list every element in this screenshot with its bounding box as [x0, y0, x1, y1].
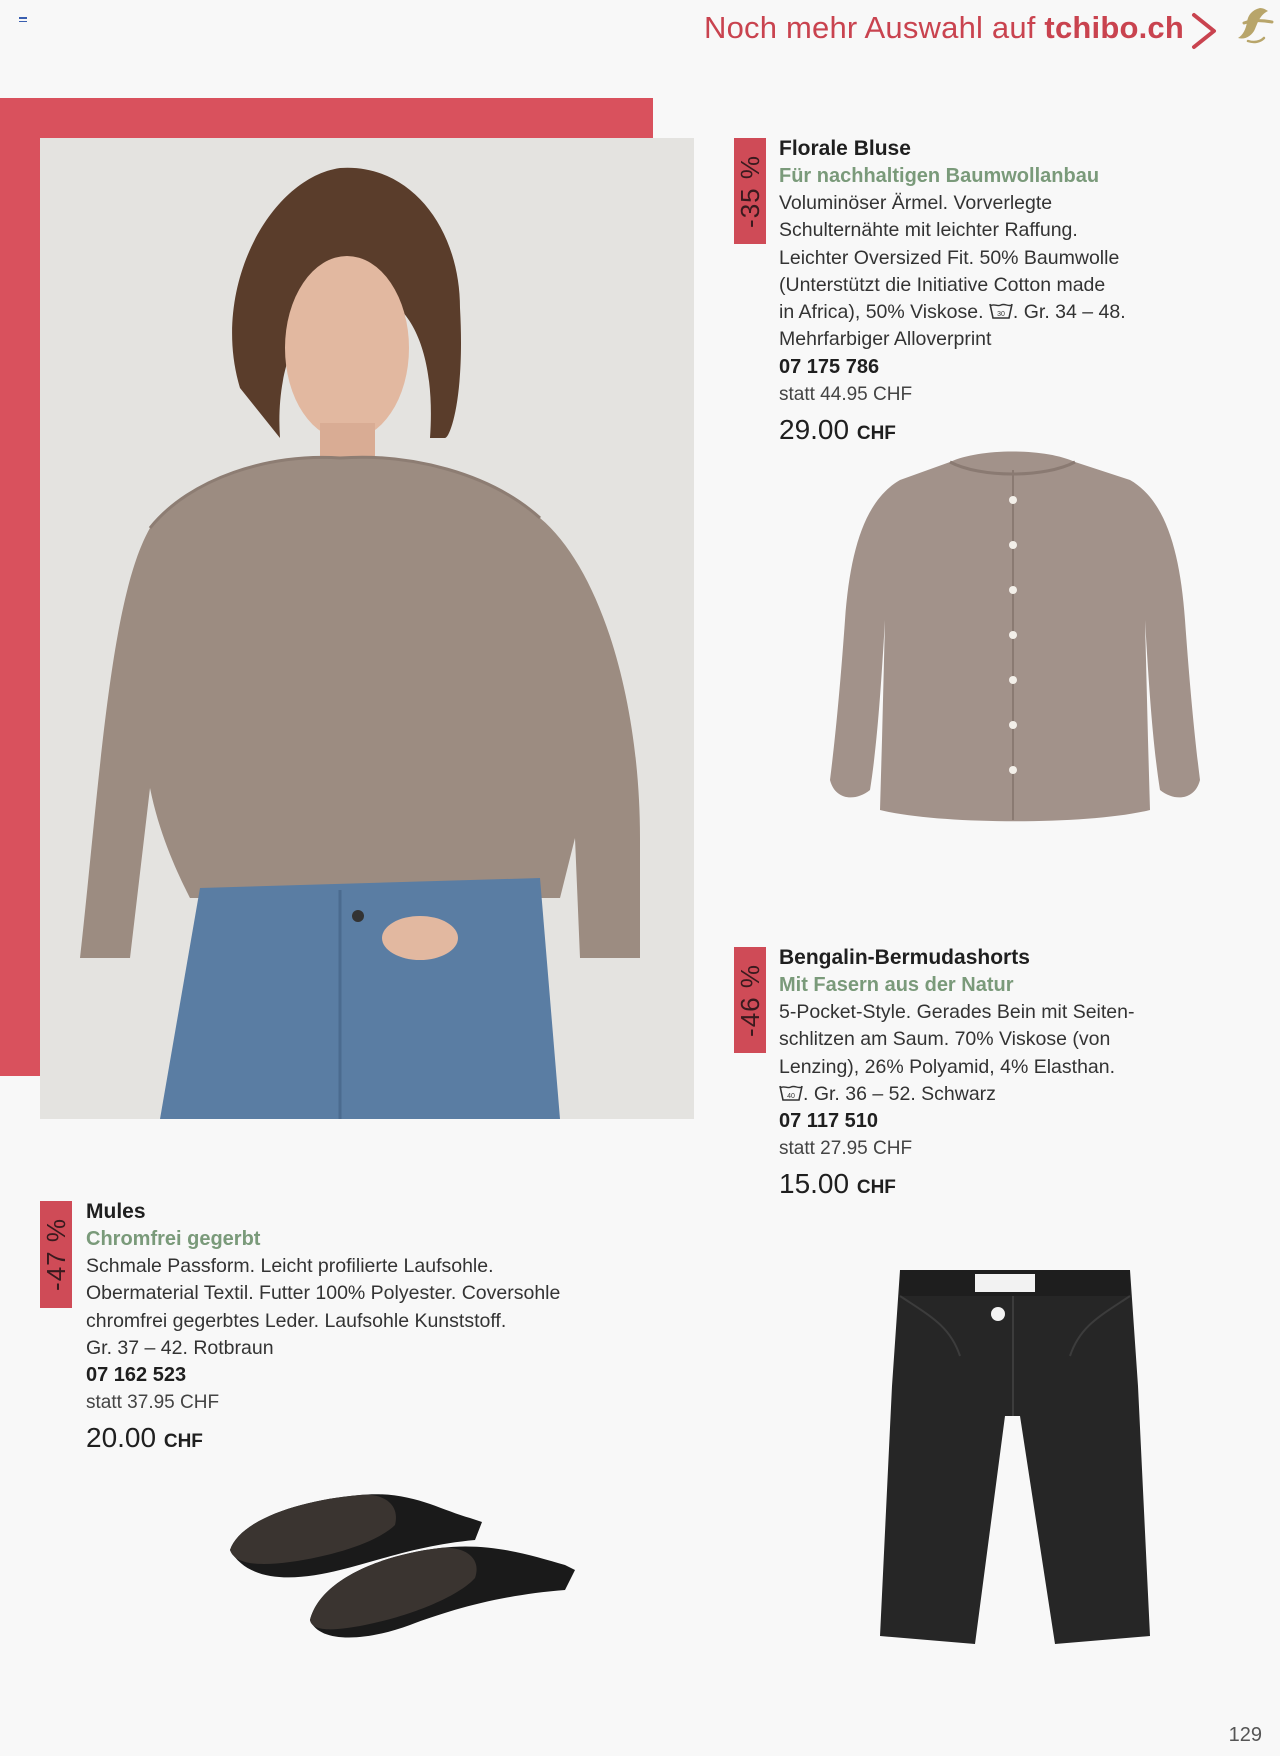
menu-icon[interactable]	[19, 17, 27, 25]
bluse-product-image	[830, 440, 1200, 872]
price	[779, 1164, 1219, 1208]
product-title: Florale Bluse	[779, 137, 911, 160]
product-bluse	[779, 135, 1199, 454]
product-description-line: Gr. 37 – 42. Rotbraun	[86, 1336, 274, 1359]
product-description-line: chromfrei gegerbtes Leder. Laufsohle Kunststoff.	[86, 1309, 507, 1332]
discount-badge-bluse	[734, 138, 766, 244]
tchibo-logo[interactable]	[1230, 2, 1276, 48]
product-description-line: Voluminöser Ärmel. Vorverlegte	[779, 192, 1053, 214]
product-description-line: Leichter Oversized Fit. 50% Baumwolle	[779, 246, 1120, 269]
product-description-line: Lenzing), 26% Polyamid, 4% Elasthan.	[779, 1055, 1116, 1078]
product-description-line: Schmale Passform. Leicht profilierte Laufsohle.	[86, 1255, 494, 1277]
price-value: 15.00	[779, 1168, 850, 1200]
header-link-brand: tchibo.ch	[1044, 10, 1184, 45]
more-selection-link[interactable]	[704, 10, 1184, 46]
header-link-prefix: Noch mehr Auswahl auf	[704, 10, 1045, 45]
shorts-product-image	[880, 1266, 1150, 1646]
product-description-line: Mehrfarbiger Alloverprint	[779, 328, 992, 351]
product-size-text: . Gr. 34 – 48.	[1012, 301, 1126, 324]
wash-40-icon	[779, 1084, 803, 1102]
product-size-text: . Gr. 36 – 52. Schwarz	[803, 1082, 996, 1105]
product-description-line: 5-Pocket-Style. Gerades Bein mit Seiten-	[779, 1001, 1135, 1023]
product-title: Bengalin-Bermudashorts	[779, 946, 1030, 969]
mules-product-image	[220, 1450, 580, 1650]
wash-30-icon	[989, 302, 1013, 320]
product-description-line: Schulternähte mit leichter Raffung.	[779, 219, 1078, 242]
product-description-text: in Africa), 50% Viskose.	[779, 301, 984, 324]
product-subtitle: Mit Fasern aus der Natur	[779, 974, 1014, 996]
chevron-right-icon[interactable]	[1188, 12, 1220, 50]
price-currency: CHF	[163, 1431, 203, 1453]
wash-label: 40	[787, 1092, 795, 1100]
old-price: statt 44.95 CHF	[779, 383, 913, 405]
discount-badge-text: -47 %	[40, 1218, 71, 1291]
wash-label: 30	[997, 311, 1005, 319]
old-price: statt 27.95 CHF	[779, 1138, 913, 1160]
discount-badge-text: -46 %	[734, 963, 765, 1037]
product-description-line	[779, 299, 1199, 326]
article-number: 07 162 523	[86, 1364, 187, 1387]
product-description-line	[779, 1081, 1219, 1108]
page-number: 129	[1228, 1724, 1262, 1746]
discount-badge-shorts	[734, 947, 766, 1053]
product-subtitle: Chromfrei gegerbt	[86, 1228, 261, 1250]
old-price: statt 37.95 CHF	[86, 1392, 220, 1414]
product-description-line: (Unterstützt die Initiative Cotton made	[779, 273, 1106, 296]
discount-badge-text: -35 %	[734, 154, 765, 228]
product-shorts	[779, 944, 1219, 1208]
price-value: 29.00	[779, 413, 850, 445]
price-currency: CHF	[856, 422, 896, 444]
product-subtitle: Für nachhaltigen Baumwollanbau	[779, 165, 1100, 187]
model-photo	[40, 138, 694, 1119]
price-currency: CHF	[856, 1177, 896, 1199]
article-number: 07 175 786	[779, 355, 880, 378]
product-mules	[86, 1198, 606, 1462]
product-title: Mules	[86, 1200, 146, 1223]
discount-badge-mules	[40, 1201, 72, 1308]
price-value: 20.00	[86, 1422, 157, 1454]
product-description-line: Obermaterial Textil. Futter 100% Polyester. Coversohle	[86, 1282, 561, 1305]
product-description-line: schlitzen am Saum. 70% Viskose (von	[779, 1028, 1111, 1051]
article-number: 07 117 510	[779, 1110, 878, 1133]
